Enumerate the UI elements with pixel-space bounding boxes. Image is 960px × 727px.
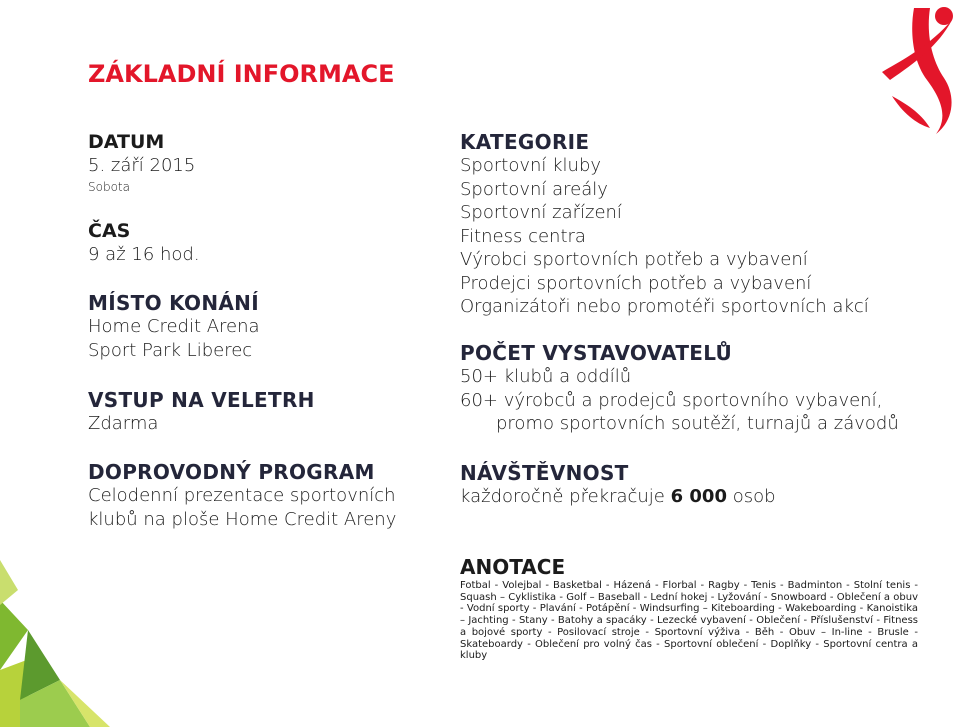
pocet-line-2: 60+ výrobců a prodejců sportovního vybavení, — [460, 389, 883, 411]
navstevnost-text — [460, 485, 776, 509]
page-title: ZÁKLADNÍ INFORMACE — [88, 60, 395, 88]
navstevnost-heading: NÁVŠTĚVNOST — [460, 461, 629, 485]
datum-date: 5. září 2015 — [88, 155, 196, 176]
cas-section — [88, 220, 200, 267]
kategorie-item: Výrobci sportovních potřeb a vybavení — [460, 249, 808, 270]
navstevnost-value: 6 000 — [670, 486, 727, 507]
datum-heading: DATUM — [88, 131, 165, 153]
misto-heading: MÍSTO KONÁNÍ — [88, 291, 259, 315]
navstevnost-section — [460, 462, 776, 509]
program-line-1: Celodenní prezentace sportovních — [88, 485, 396, 506]
pocet-line-3: promo sportovních soutěží, turnajů a závodů — [496, 413, 899, 434]
kategorie-item: Sportovní zařízení — [460, 202, 622, 223]
navstevnost-suffix: osob — [726, 486, 776, 507]
datum-section — [88, 131, 195, 196]
pocet-line-1: 50+ klubů a oddílů — [460, 366, 632, 387]
kategorie-item: Organizátoři nebo promotéři sportovních akcí — [460, 296, 869, 317]
vstup-value: Zdarma — [88, 413, 159, 434]
cas-heading: ČAS — [88, 220, 131, 242]
cas-value: 9 až 16 hod. — [88, 244, 200, 265]
kategorie-section — [460, 131, 869, 319]
misto-section — [88, 292, 260, 362]
vstup-heading: VSTUP NA VELETRH — [88, 388, 315, 412]
program-heading: DOPROVODNÝ PROGRAM — [88, 460, 375, 484]
red-figure-logo-icon — [872, 0, 960, 140]
vstup-section — [88, 389, 315, 436]
kategorie-item: Sportovní areály — [460, 178, 608, 200]
pocet-section — [460, 342, 899, 436]
navstevnost-prefix: každoročně překračuje — [460, 486, 671, 507]
program-line-2: klubů na ploše Home Credit Areny — [88, 508, 397, 530]
misto-line-2: Sport Park Liberec — [88, 339, 253, 361]
anotace-heading: ANOTACE — [460, 555, 566, 579]
datum-day: Sobota — [88, 179, 130, 194]
kategorie-item: Sportovní kluby — [460, 155, 602, 176]
anotace-text: Fotbal - Volejbal - Basketbal - Házená - Florbal - Ragby - Tenis - Badminton - Stolní tenis - Squash – Cyklistika - Golf – Baseball - Lední hokej - Lyžování - Snowboard - Oblečení a obuv - Vodní sporty - Plavání - Potápění - Windsurfing – Kiteboarding - Wakeboarding - Kanoistika – Jachting - Stany - Batohy a spacáky - Lezecké vybavení - Oblečení - Příslušenství - Fitness a bojové sporty - Posilovací stroje - Sportovní výživa - Běh - Obuv – In-line - Brusle - Skateboardy - Oblečení pro volný čas - Sportovní oblečení - Doplňky - Sportovní centra a kluby — [460, 580, 918, 662]
decorative-green-shapes — [0, 560, 110, 727]
kategorie-heading: KATEGORIE — [460, 130, 590, 154]
pocet-heading: POČET VYSTAVOVATELŮ — [460, 341, 733, 365]
kategorie-item: Fitness centra — [460, 225, 586, 247]
program-section — [88, 461, 396, 531]
kategorie-item: Prodejci sportovních potřeb a vybavení — [460, 272, 812, 294]
misto-line-1: Home Credit Arena — [88, 316, 260, 337]
